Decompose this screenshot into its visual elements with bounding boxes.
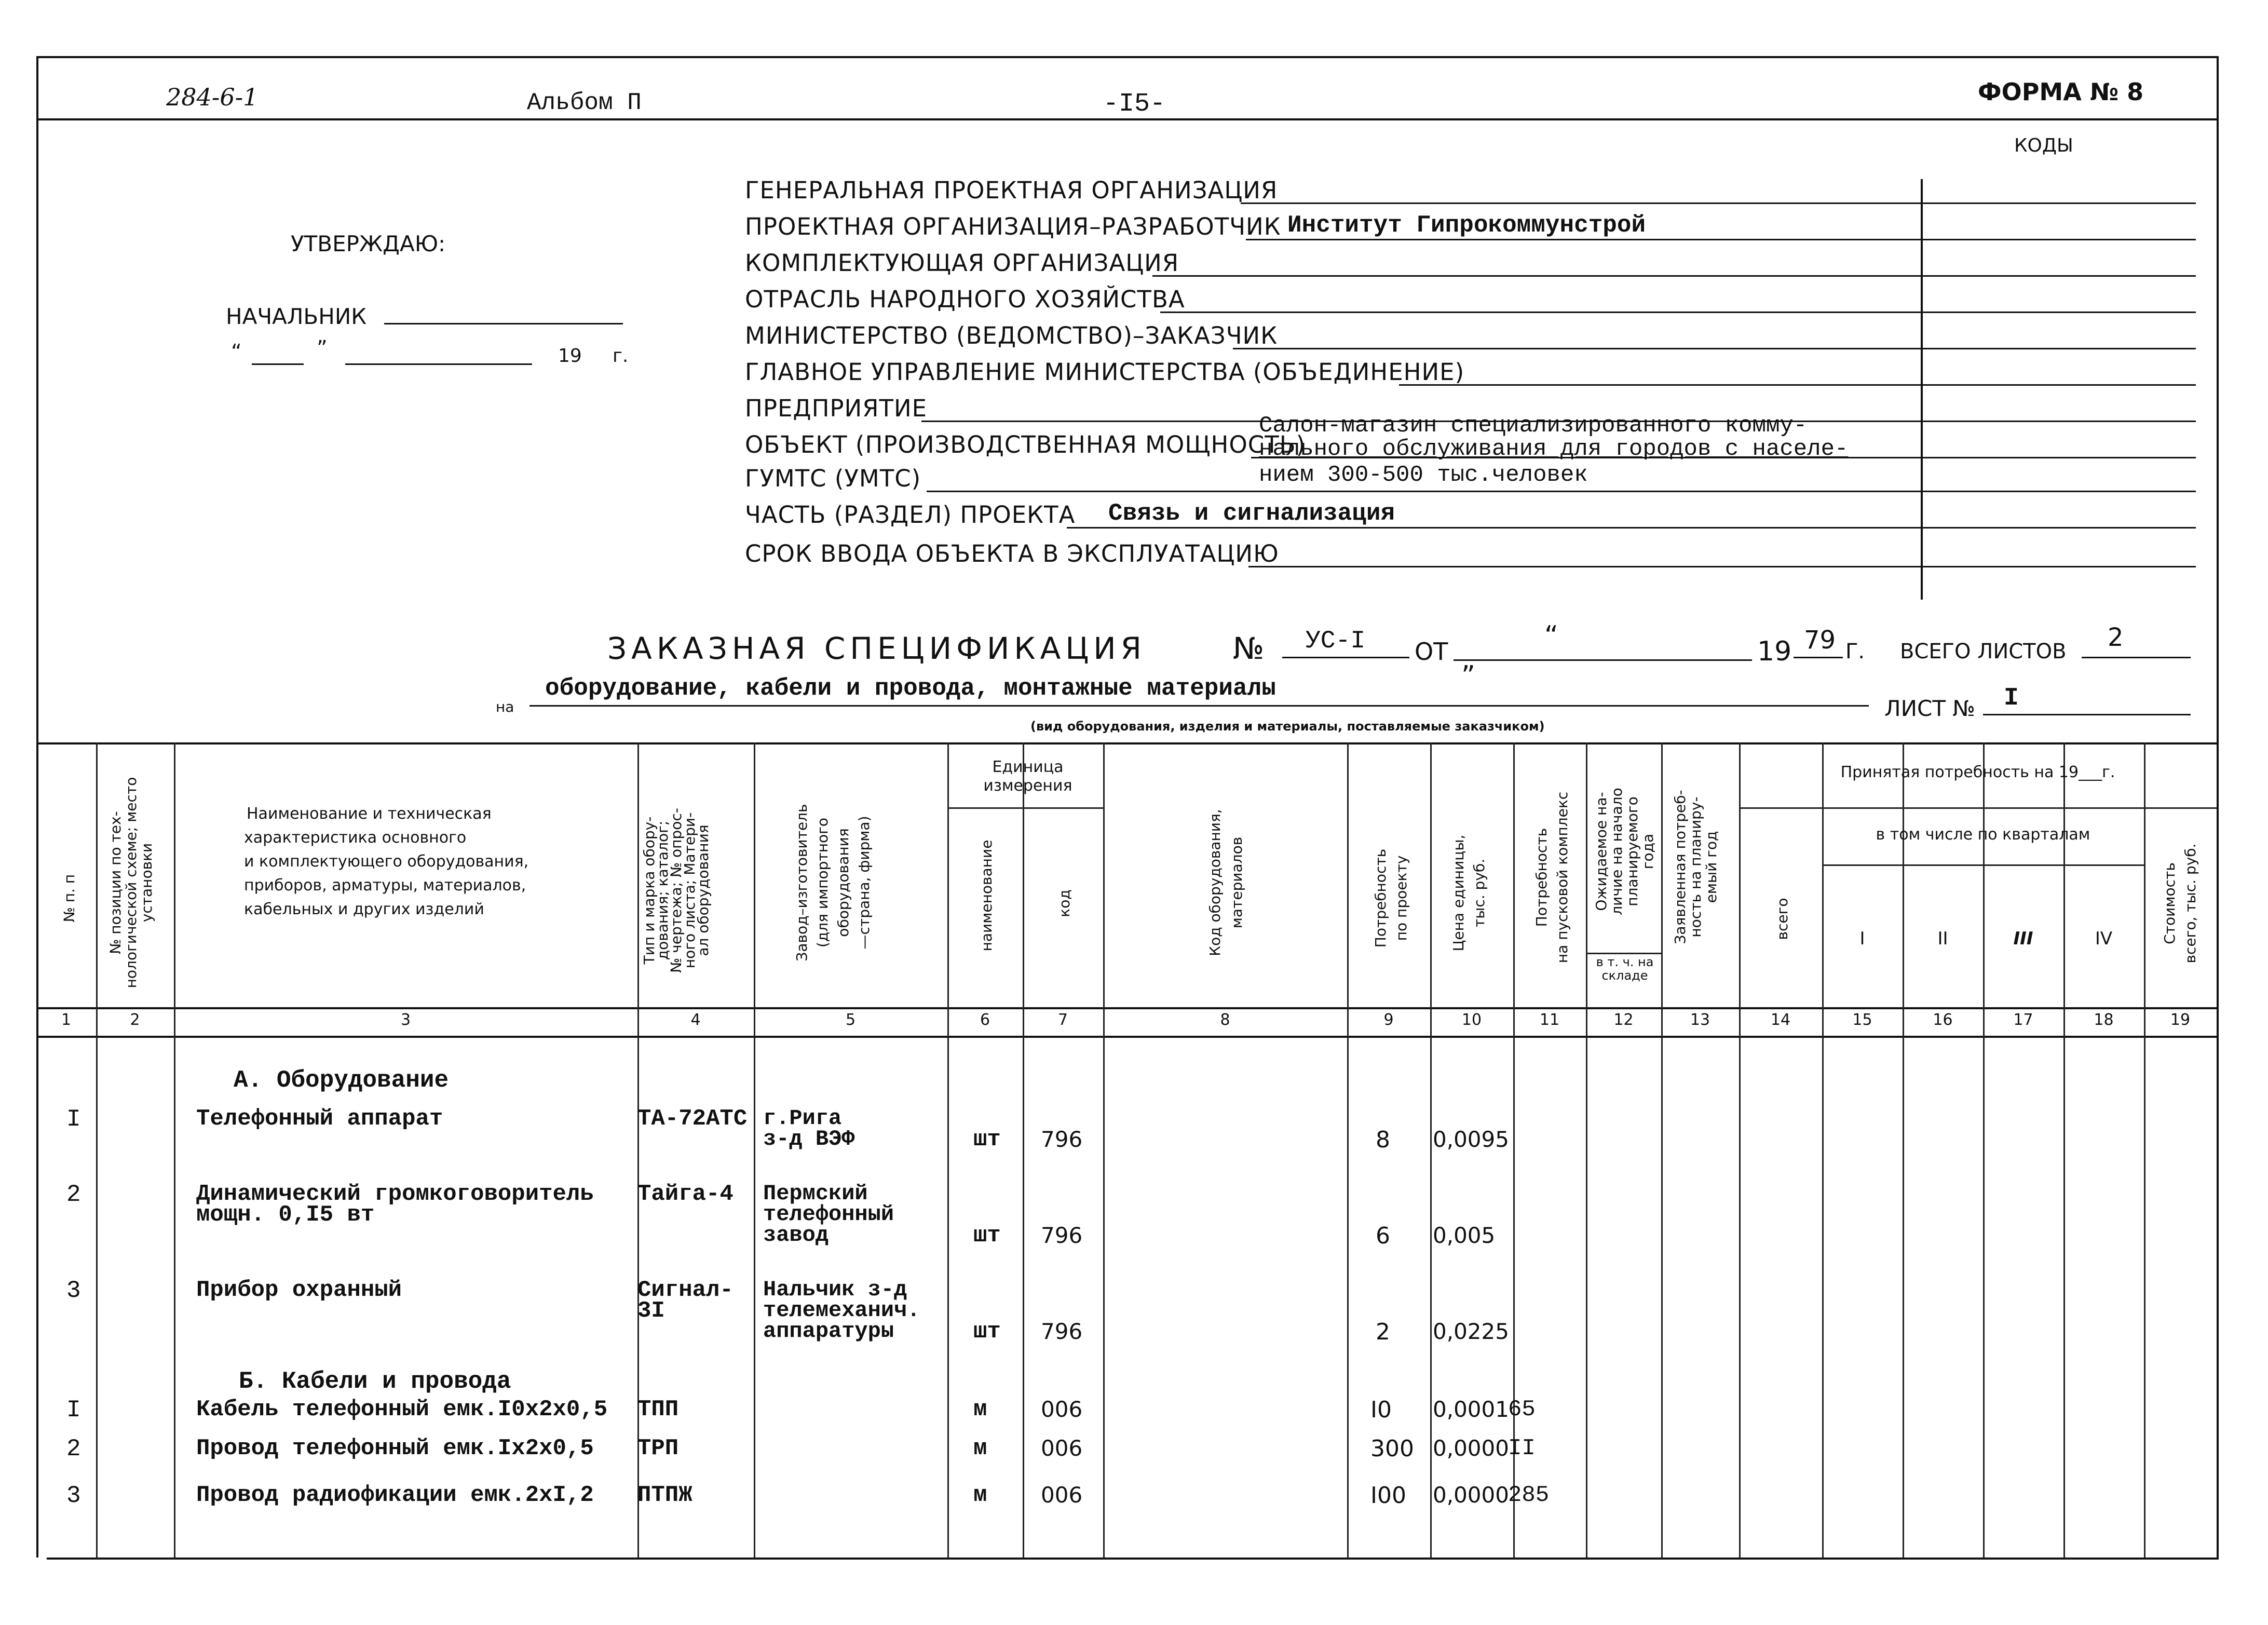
approve-year-prefix: 19 xyxy=(558,345,582,367)
codes-column-divider xyxy=(1921,179,1923,600)
org-field-line xyxy=(1241,202,2196,204)
column-divider xyxy=(174,742,175,1558)
spec-note: (вид оборудования, изделия и материалы, поставляемые заказчиком) xyxy=(1030,719,1545,734)
header-col-19-line-2: всего, тыс. руб. xyxy=(2182,843,2199,964)
row-type: Тайга-4 xyxy=(637,1181,734,1207)
row-name: Прибор охранный xyxy=(196,1277,402,1303)
column-divider xyxy=(947,742,949,1558)
column-divider xyxy=(1103,742,1105,1558)
header-col-3 xyxy=(244,802,528,922)
header-col-12-line-3: планируемого xyxy=(1624,796,1641,906)
frame-top xyxy=(36,56,2217,58)
header-col-10-line-1: Цена единицы, xyxy=(1450,834,1467,952)
column-number: 8 xyxy=(1220,1011,1230,1029)
column-number: 1 xyxy=(61,1011,72,1029)
row-unit-code: 796 xyxy=(1041,1223,1083,1248)
row-unit: шт xyxy=(973,1223,1001,1249)
sheets-total-value: 2 xyxy=(2108,623,2124,652)
approve-title: УТВЕРЖДАЮ: xyxy=(291,231,446,256)
header-bottom-line xyxy=(36,1007,2217,1009)
row-type: ПТПЖ xyxy=(637,1482,692,1508)
row-maker: г.Рига xyxy=(763,1106,842,1131)
row-price: 0,005 xyxy=(1433,1223,1496,1248)
frame-right xyxy=(2217,56,2219,1558)
sheets-total-label: ВСЕГО ЛИСТОВ xyxy=(1900,640,2067,663)
column-divider xyxy=(1739,742,1741,1558)
spec-year-value: 79 xyxy=(1804,626,1836,655)
org-field-line xyxy=(1246,239,2196,240)
row-price: 0,0000 xyxy=(1433,1482,1509,1508)
header-col-2 xyxy=(108,774,155,992)
header-col-12-line-2: личие на начало xyxy=(1608,788,1625,915)
sheet-label: ЛИСТ № xyxy=(1884,696,1976,721)
row-name: Телефонный аппарат xyxy=(196,1106,443,1132)
header-col-17: III xyxy=(2013,928,2033,949)
chief-signature-line xyxy=(384,323,623,324)
column-divider xyxy=(1023,742,1024,1558)
row-name: Кабель телефонный емк.I0x2x0,5 xyxy=(196,1397,608,1423)
row-unit: шт xyxy=(973,1319,1001,1345)
header-quarters: в том числе по кварталам xyxy=(1876,825,2090,844)
object-text-line-2: нального обслуживания для городов с населе- xyxy=(1259,436,1849,462)
header-col-12 xyxy=(1594,753,1656,950)
org-field-line xyxy=(1152,275,2196,277)
column-number: 18 xyxy=(2094,1011,2114,1029)
row-type: ТПП xyxy=(637,1397,679,1423)
row-number: 3 xyxy=(66,1277,81,1304)
org-field-line xyxy=(1248,566,2196,567)
spec-subject: оборудование, кабели и провода, монтажные материалы xyxy=(545,675,1276,702)
row-unit: м xyxy=(973,1397,987,1423)
header-col-4 xyxy=(643,781,710,999)
header-col-3-line-3: и комплектующего оборудования, xyxy=(244,852,529,871)
header-col-4-line-3: № чертежа; № опрос- xyxy=(668,808,685,973)
org-field-label: ОБЪЕКТ (ПРОИЗВОДСТВЕННАЯ МОЩНОСТЬ) xyxy=(745,431,1306,458)
org-field-label: КОМПЛЕКТУЮЩАЯ ОРГАНИЗАЦИЯ xyxy=(745,249,1179,277)
column-number: 15 xyxy=(1852,1011,1872,1029)
column-divider xyxy=(96,742,98,1558)
row-unit: шт xyxy=(973,1127,1001,1153)
spec-title: ЗАКАЗНАЯ СПЕЦИФИКАЦИЯ xyxy=(607,631,1146,666)
header-col-9-line-1: Потребность xyxy=(1372,848,1389,948)
form-number: ФОРМА № 8 xyxy=(1978,78,2144,106)
header-col-12-line-1: Ожидаемое на- xyxy=(1593,792,1610,911)
header-col-4-line-5: ал оборудования xyxy=(695,824,712,956)
org-field-label: ГЛАВНОЕ УПРАВЛЕНИЕ МИНИСТЕРСТВА (ОБЪЕДИНЕНИЕ) xyxy=(745,358,1465,386)
row-price: 0,0095 xyxy=(1433,1127,1509,1152)
row-number: I xyxy=(66,1106,81,1133)
row-number: I xyxy=(66,1397,81,1424)
header-col-12b: в т. ч. на складе xyxy=(1596,955,1654,983)
row-type: 3I xyxy=(637,1298,665,1324)
date-day-line xyxy=(252,363,304,365)
doc-code: 284-6-1 xyxy=(166,83,259,111)
header-col-7: код xyxy=(1056,889,1073,917)
header-col-5-line-3: оборудования xyxy=(835,828,852,937)
row-type: Сигнал- xyxy=(637,1277,734,1303)
org-field-value: Институт Гипрокоммунстрой xyxy=(1287,212,1646,239)
row-qty: 6 xyxy=(1376,1223,1390,1249)
org-field-label: ЧАСТЬ (РАЗДЕЛ) ПРОЕКТА xyxy=(745,501,1076,529)
row-maker: Пермский xyxy=(763,1181,868,1206)
row-type: ТА-72АТС xyxy=(637,1106,748,1132)
header-col-11-line-1: Потребность xyxy=(1533,828,1550,927)
header-col-13-line-2: ность на планиру- xyxy=(1687,796,1704,938)
date-quote-close: ” xyxy=(317,336,328,360)
album-label: Альбом П xyxy=(527,89,642,116)
header-col-10-line-2: тыс. руб. xyxy=(1471,858,1488,928)
row-col11: 65 xyxy=(1508,1397,1536,1423)
header-col-13-line-3: емый год xyxy=(1703,831,1720,903)
header-col-4-line-1: Тип и марка обору- xyxy=(641,816,658,965)
header-col-19 xyxy=(2160,815,2201,992)
spec-year-prefix: 19 xyxy=(1757,636,1792,667)
column-number: 3 xyxy=(400,1011,411,1029)
frame-left xyxy=(36,56,38,1558)
header-col-8-line-1: Код оборудования, xyxy=(1206,809,1224,956)
row-price: 0,0225 xyxy=(1433,1319,1509,1344)
header-col-16: II xyxy=(1937,928,1948,949)
column-number: 14 xyxy=(1770,1011,1791,1029)
header-col-5-line-1: Завод–изготовитель xyxy=(793,804,810,962)
header-col-11 xyxy=(1531,763,1573,992)
header-col-10 xyxy=(1448,820,1490,966)
header-col-2-text: № позиции по тех- нологической схеме; место установки xyxy=(107,777,155,988)
spec-from-line xyxy=(1454,659,1752,661)
header-col-13-line-1: Заявленная потреб- xyxy=(1672,790,1689,944)
column-number: 19 xyxy=(2170,1011,2191,1029)
row-unit-code: 006 xyxy=(1041,1436,1083,1461)
org-field-line xyxy=(1067,527,2196,529)
chief-label: НАЧАЛЬНИК xyxy=(226,304,367,329)
header-col-15: I xyxy=(1859,928,1865,949)
column-divider xyxy=(1586,742,1587,1558)
unit-group-line xyxy=(947,807,1103,809)
header-col-5 xyxy=(792,779,875,986)
row-number: 2 xyxy=(66,1181,81,1208)
spec-year-line xyxy=(1794,657,1843,658)
column-number: 9 xyxy=(1383,1011,1394,1029)
spec-on-label: на xyxy=(496,698,514,715)
org-field-label: ГУМТС (УМТС) xyxy=(745,465,921,492)
org-field-label: ОТРАСЛЬ НАРОДНОГО ХОЗЯЙСТВА xyxy=(745,286,1185,313)
header-col-4-line-2: дования; каталог; xyxy=(654,820,671,960)
column-number: 10 xyxy=(1461,1011,1482,1029)
row-maker: телемеханич. xyxy=(763,1298,920,1323)
header-col-1: № п. п xyxy=(61,874,78,923)
header-col-19-line-1: Стоимость xyxy=(2161,862,2178,944)
row-col11: II xyxy=(1508,1436,1536,1461)
row-unit-code: 006 xyxy=(1041,1397,1083,1422)
c12-sub-line xyxy=(1586,953,1661,954)
row-price: 0,0001 xyxy=(1433,1397,1509,1422)
object-text-line-1: Салон-магазин специализированного комму- xyxy=(1259,413,1808,439)
row-unit: м xyxy=(973,1482,987,1508)
object-text-line-3: нием 300-500 тыс.человек xyxy=(1259,462,1588,488)
header-col-5-line-4: —страна, фирма) xyxy=(855,816,873,950)
row-maker: завод xyxy=(763,1223,829,1248)
row-unit: м xyxy=(973,1436,987,1461)
row-qty: 2 xyxy=(1376,1319,1390,1345)
header-col-3-line-1: Наименование и техническая xyxy=(247,805,492,823)
column-divider xyxy=(754,742,755,1558)
header-col-3-line-2: характеристика основного xyxy=(244,829,467,847)
column-number: 17 xyxy=(2013,1011,2033,1029)
column-number: 12 xyxy=(1613,1011,1634,1029)
header-col-14: всего xyxy=(1774,898,1791,940)
row-qty: I0 xyxy=(1370,1397,1392,1423)
header-col-12-line-4: года xyxy=(1639,833,1656,870)
section-a-title: А. Оборудование xyxy=(234,1067,449,1094)
header-col-5-line-2: (для импортного xyxy=(814,817,831,948)
row-name: Провод радиофикации емк.2xI,2 xyxy=(196,1482,594,1508)
org-field-line xyxy=(1233,348,2196,349)
header-col-18: IV xyxy=(2095,928,2113,949)
column-number: 4 xyxy=(690,1011,701,1029)
org-field-line xyxy=(1399,384,2196,386)
spec-subject-line xyxy=(529,705,1869,707)
row-qty: 300 xyxy=(1370,1436,1414,1462)
row-price: 0,0000 xyxy=(1433,1436,1509,1461)
row-unit-code: 796 xyxy=(1041,1127,1083,1152)
row-number: 3 xyxy=(66,1482,81,1509)
spec-no-label: № xyxy=(1233,631,1265,666)
row-maker: телефонный xyxy=(763,1202,894,1227)
header-col-8 xyxy=(1204,789,1248,976)
column-number: 6 xyxy=(980,1011,990,1029)
codes-label: КОДЫ xyxy=(2014,135,2073,156)
column-number: 13 xyxy=(1690,1011,1710,1029)
header-col-8-line-2: материалов xyxy=(1228,836,1245,929)
column-number: 5 xyxy=(845,1011,856,1029)
header-col-9 xyxy=(1370,820,1412,976)
row-type: ТРП xyxy=(637,1436,679,1461)
header-col-4-line-4: ного листа; Матери- xyxy=(681,812,698,969)
row-number: 2 xyxy=(66,1436,81,1462)
org-field-label: ПРЕДПРИЯТИЕ xyxy=(745,395,928,422)
spec-no-line xyxy=(1282,657,1409,658)
column-number: 2 xyxy=(130,1011,140,1029)
row-maker: аппаратуры xyxy=(763,1319,894,1344)
spec-no-value: УС-I xyxy=(1306,627,1366,655)
column-number: 7 xyxy=(1057,1011,1068,1029)
row-qty: I00 xyxy=(1370,1482,1406,1509)
spec-quote-close: ” xyxy=(1461,660,1475,692)
header-col-13 xyxy=(1673,758,1719,976)
row-col11: 285 xyxy=(1508,1482,1550,1508)
table-top-line xyxy=(36,742,2217,744)
org-field-label: СРОК ВВОДА ОБЪЕКТА В ЭКСПЛУАТАЦИЮ xyxy=(745,540,1279,567)
header-col-6: наименование xyxy=(978,839,995,952)
column-divider xyxy=(2144,742,2145,1558)
date-quote-open: “ xyxy=(231,340,242,364)
spec-quote-open: “ xyxy=(1544,620,1558,652)
org-field-label: МИНИСТЕРСТВО (ВЕДОМСТВО)–ЗАКАЗЧИК xyxy=(745,322,1278,349)
header-accepted: Принятая потребность на 19___г. xyxy=(1840,763,2115,781)
row-unit-code: 006 xyxy=(1041,1482,1083,1508)
row-unit-code: 796 xyxy=(1041,1319,1083,1344)
column-number: 16 xyxy=(1933,1011,1953,1029)
frame-bottom xyxy=(47,1558,2219,1560)
spec-year-suffix: Г. xyxy=(1845,640,1865,663)
column-divider xyxy=(1661,742,1663,1558)
quarters-group-line xyxy=(1822,864,2144,866)
column-number: 11 xyxy=(1539,1011,1560,1029)
header-col-3-line-5: кабельных и других изделий xyxy=(244,900,484,918)
column-divider xyxy=(1347,742,1349,1558)
org-field-label: ПРОЕКТНАЯ ОРГАНИЗАЦИЯ–РАЗРАБОТЧИК xyxy=(745,213,1281,240)
row-maker: Нальчик з-д xyxy=(763,1277,907,1302)
page-number: -I5- xyxy=(1103,89,1166,119)
row-name: Провод телефонный емк.Iх2х0,5 xyxy=(196,1436,594,1461)
date-month-line xyxy=(345,363,532,365)
org-field-line xyxy=(1160,312,2196,313)
section-b-title: Б. Кабели и провода xyxy=(239,1368,511,1395)
accepted-group-line xyxy=(1739,807,2217,809)
header-col-9-line-2: по проекту xyxy=(1393,855,1410,941)
approve-year-suffix: г. xyxy=(613,345,629,367)
header-col-3-line-4: приборов, арматуры, материалов, xyxy=(244,876,526,895)
spec-from-label: ОТ xyxy=(1415,638,1448,666)
org-field-label: ГЕНЕРАЛЬНАЯ ПРОЕКТНАЯ ОРГАНИЗАЦИЯ xyxy=(745,177,1278,204)
row-name: мощн. 0,I5 вт xyxy=(196,1202,375,1228)
sheet-line xyxy=(1983,714,2191,715)
header-col-11-line-2: на пусковой комплекс xyxy=(1554,791,1571,964)
row-qty: 8 xyxy=(1376,1127,1390,1153)
row-maker: з-д ВЭФ xyxy=(763,1127,855,1152)
org-field-value: Связь и сигнализация xyxy=(1108,500,1395,527)
org-field-line xyxy=(927,491,2196,492)
column-divider xyxy=(1430,742,1432,1558)
header-unit-group: Единица измерения xyxy=(983,758,1072,795)
numbers-bottom-line xyxy=(36,1036,2217,1038)
sheet-value: I xyxy=(2004,684,2019,712)
row-name: Динамический громкоговоритель xyxy=(196,1181,594,1207)
sheets-total-line xyxy=(2082,657,2191,658)
